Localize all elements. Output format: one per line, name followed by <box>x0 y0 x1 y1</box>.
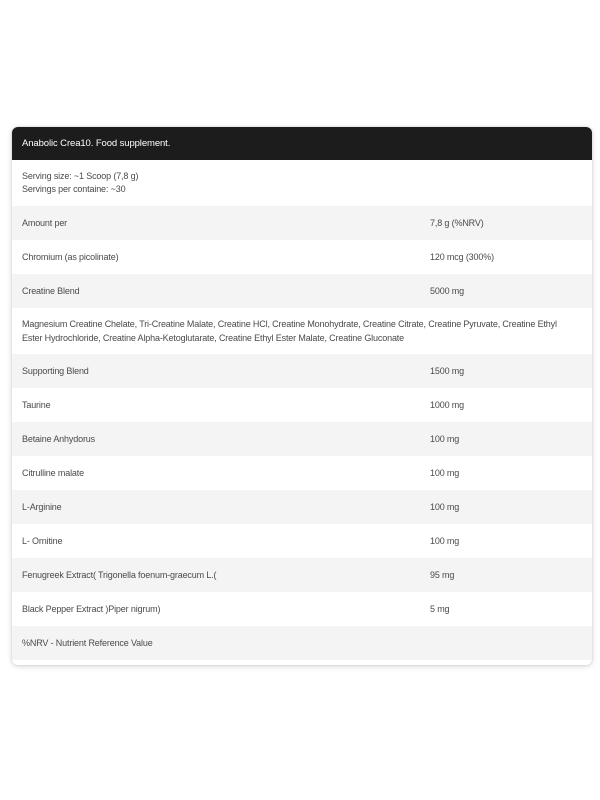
nutrition-table <box>12 127 592 665</box>
ingredient-name: Chromium (as picolinate) <box>22 252 119 262</box>
ingredient-name: Black Pepper Extract )Piper nigrum) <box>22 604 161 614</box>
table-row <box>12 490 592 524</box>
table-row <box>12 274 592 308</box>
table-row <box>12 354 592 388</box>
ingredient-amount: 95 mg <box>430 570 455 580</box>
ingredient-amount: 1000 mg <box>430 400 464 410</box>
ingredient-amount: 120 mcg (300%) <box>430 252 494 262</box>
footnote: %NRV - Nutrient Reference Value <box>22 638 153 648</box>
ingredient-amount: 100 mg <box>430 502 460 512</box>
ingredient-name: Supporting Blend <box>22 366 89 376</box>
ingredient-name: Taurine <box>22 400 51 410</box>
table-row <box>12 592 592 626</box>
ingredient-amount: 100 mg <box>430 468 460 478</box>
ingredient-amount: 5000 mg <box>430 286 464 296</box>
ingredient-name: Betaine Anhydorus <box>22 434 96 444</box>
footnote-row <box>12 626 592 660</box>
serving-info <box>12 160 592 206</box>
table-title: Anabolic Crea10. Food supplement. <box>12 127 592 160</box>
serving-size: Serving size: ~1 Scoop (7,8 g) <box>22 171 139 181</box>
table-row <box>12 456 592 490</box>
ingredient-name: L-Arginine <box>22 502 62 512</box>
ingredient-name: Citrulline malate <box>22 468 84 478</box>
creatine-blend-components <box>12 308 592 354</box>
ingredient-name: L- Ornitine <box>22 536 63 546</box>
table-row <box>12 240 592 274</box>
ingredient-name: Fenugreek Extract( Trigonella foenum-graecum L.( <box>22 570 217 580</box>
table-row <box>12 558 592 592</box>
ingredient-amount: 5 mg <box>430 604 450 614</box>
ingredient-amount: 100 mg <box>430 536 460 546</box>
table-row <box>12 422 592 456</box>
amount-per-value: 7,8 g (%NRV) <box>430 218 484 228</box>
ingredient-name: Creatine Blend <box>22 286 80 296</box>
table-header-row <box>12 206 592 240</box>
ingredient-amount: 1500 mg <box>430 366 464 376</box>
creatine-blend-components-text: Magnesium Creatine Chelate, Tri-Creatine Malate, Creatine HCl, Creatine Monohydrate, Creatine Citrate, Creatine Pyruvate, Creatine Ethyl Ester Hydrochloride, Creatine Alpha-Ketoglutarate, Creatine Ethyl Ester Malate, Creatine Gluconate <box>22 319 557 343</box>
ingredient-amount: 100 mg <box>430 434 460 444</box>
amount-per-label: Amount per <box>22 218 68 228</box>
servings-per-container: Servings per containe: ~30 <box>22 184 126 194</box>
table-row <box>12 388 592 422</box>
table-row <box>12 524 592 558</box>
